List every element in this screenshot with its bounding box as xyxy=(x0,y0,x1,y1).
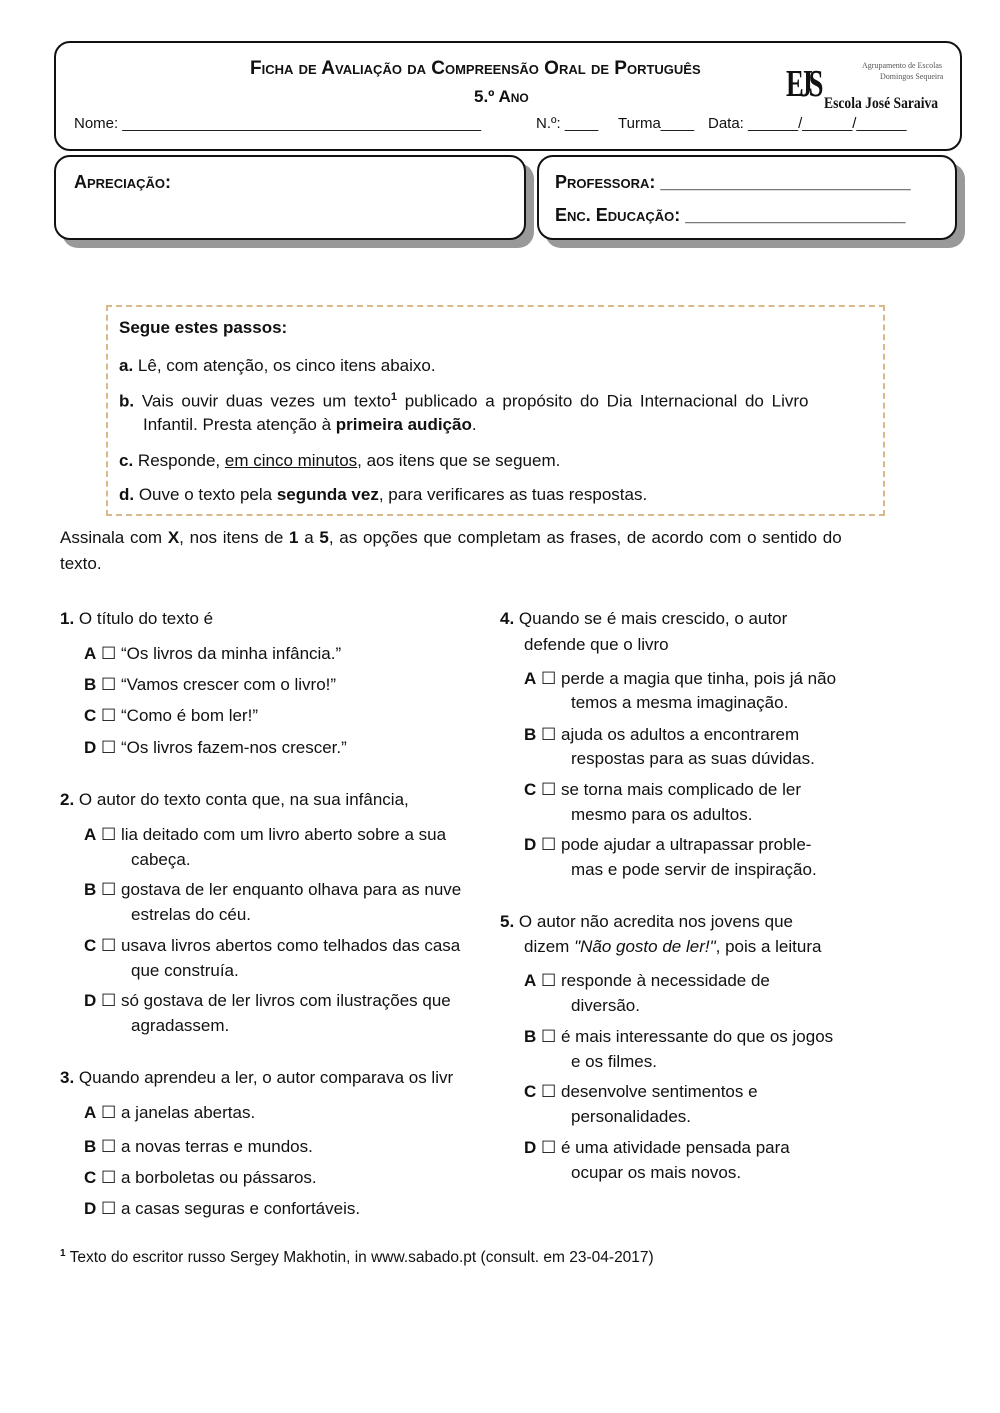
answer-option-continued xyxy=(571,693,990,713)
instruction-text: a xyxy=(298,528,320,547)
option-letter: C xyxy=(84,1168,97,1187)
option-text: ajuda os adultos a encontrarem xyxy=(561,725,800,744)
answer-option-continued xyxy=(571,1052,990,1072)
checkbox-icon[interactable]: ☐ xyxy=(541,971,557,990)
checkbox-icon[interactable]: ☐ xyxy=(101,936,117,955)
checkbox-icon[interactable]: ☐ xyxy=(101,644,117,663)
question-number: 5. xyxy=(500,912,515,931)
instruction-text: , as opções que completam as frases, de acordo com o sentido do xyxy=(328,528,842,547)
answer-option[interactable] xyxy=(524,725,990,745)
option-text: se torna mais complicado de ler xyxy=(561,780,802,799)
option-letter: A xyxy=(84,1103,97,1122)
instruction-num: 5 xyxy=(319,528,329,547)
option-letter: C xyxy=(84,936,97,955)
option-text: usava livros abertos como telhados das casa xyxy=(121,936,461,955)
footnote-mark: 1 xyxy=(60,1248,66,1259)
step-c xyxy=(119,451,560,471)
option-letter: C xyxy=(524,1082,537,1101)
option-text: lia deitado com um livro aberto sobre a sua xyxy=(121,825,447,844)
option-letter: B xyxy=(84,1137,97,1156)
option-text: só gostava de ler livros com ilustrações que xyxy=(121,991,451,1010)
checkbox-icon[interactable]: ☐ xyxy=(101,991,117,1010)
question-quote: "Não gosto de ler!" xyxy=(574,937,716,956)
answer-option-continued xyxy=(571,805,990,825)
question-text: defende que o livro xyxy=(524,635,669,654)
grade-label: 5.º Ano xyxy=(474,87,529,106)
answer-option[interactable] xyxy=(524,835,990,855)
question-text: Quando aprendeu a ler, o autor comparava os livr xyxy=(78,1068,454,1087)
answer-option[interactable] xyxy=(84,1137,488,1157)
answer-option[interactable] xyxy=(524,1082,990,1102)
instruction-x: X xyxy=(167,528,180,547)
answer-option[interactable] xyxy=(524,1027,990,1047)
option-text: é uma atividade pensada para xyxy=(561,1138,790,1157)
step-d xyxy=(119,485,647,505)
teacher-signature[interactable]: Professora: _________________________ xyxy=(555,172,911,192)
option-letter: A xyxy=(524,669,537,688)
step-underline: em cinco minutos xyxy=(224,451,358,470)
checkbox-icon[interactable]: ☐ xyxy=(101,880,117,899)
answer-option[interactable] xyxy=(84,1199,488,1219)
option-text: a novas terras e mundos. xyxy=(121,1137,313,1156)
checkbox-icon[interactable]: ☐ xyxy=(541,725,557,744)
step-text: Lê, com atenção, os cinco itens abaixo. xyxy=(133,356,436,375)
option-text: desenvolve sentimentos e xyxy=(561,1082,758,1101)
question-text: O autor não acredita nos jovens que xyxy=(518,912,793,931)
question-text: dizem xyxy=(524,937,575,956)
answer-option[interactable] xyxy=(84,644,488,664)
answer-option[interactable] xyxy=(84,675,488,695)
step-text: , para verificares as tuas respostas. xyxy=(378,485,648,504)
question-number: 3. xyxy=(60,1068,75,1087)
option-letter: A xyxy=(84,644,97,663)
option-letter: B xyxy=(84,675,97,694)
guardian-signature[interactable]: Enc. Educação: ______________________ xyxy=(555,205,906,225)
option-text: perde a magia que tinha, pois já não xyxy=(561,669,837,688)
answer-option[interactable] xyxy=(84,1168,488,1188)
school-group-2: Domingos Sequeira xyxy=(880,72,944,81)
checkbox-icon[interactable]: ☐ xyxy=(101,825,117,844)
instruction xyxy=(60,528,842,548)
option-text: e os filmes. xyxy=(571,1052,657,1071)
option-letter: D xyxy=(84,1199,97,1218)
step-text: . xyxy=(471,415,477,434)
question-number: 1. xyxy=(60,609,75,628)
option-text: a janelas abertas. xyxy=(121,1103,256,1122)
checkbox-icon[interactable]: ☐ xyxy=(541,835,557,854)
option-text: “Os livros da minha infância.” xyxy=(121,644,342,663)
option-text: agradassem. xyxy=(131,1016,230,1035)
answer-option[interactable] xyxy=(84,1103,488,1123)
question-text: O autor do texto conta que, na sua infância, xyxy=(78,790,409,809)
school-logo: EJS xyxy=(786,63,820,105)
question-number: 2. xyxy=(60,790,75,809)
checkbox-icon[interactable]: ☐ xyxy=(541,669,557,688)
name-field[interactable]: Nome: ___________________________________________ xyxy=(74,115,482,132)
question-stem xyxy=(60,609,488,629)
checkbox-icon[interactable]: ☐ xyxy=(101,738,117,757)
question-stem xyxy=(524,937,1000,957)
option-text: ocupar os mais novos. xyxy=(571,1163,742,1182)
answer-option[interactable] xyxy=(84,825,488,845)
answer-option-continued xyxy=(571,749,990,769)
step-text: Vais ouvir duas vezes um texto xyxy=(134,391,391,411)
footnote-text: Texto do escritor russo Sergey Makhotin, in www.sabado.pt (consult. em 23-04-2017) xyxy=(65,1249,654,1267)
date-field[interactable]: Data: ______/______/______ xyxy=(708,115,907,132)
checkbox-icon[interactable]: ☐ xyxy=(101,1137,117,1156)
option-letter: B xyxy=(84,880,97,899)
step-text: , aos itens que se seguem. xyxy=(357,451,561,470)
option-letter: D xyxy=(524,835,537,854)
step-letter: c. xyxy=(119,451,134,470)
option-text: cabeça. xyxy=(131,850,191,869)
answer-option-continued xyxy=(131,850,488,870)
answer-option[interactable] xyxy=(84,706,488,726)
option-text: personalidades. xyxy=(571,1107,692,1126)
instruction-line2: texto. xyxy=(60,554,102,573)
option-letter: C xyxy=(524,780,537,799)
option-text: a casas seguras e confortáveis. xyxy=(121,1199,361,1218)
step-letter: b. xyxy=(119,391,135,411)
worksheet-title: Ficha de Avaliação da Compreensão Oral de Português xyxy=(250,58,701,79)
option-text: respostas para as suas dúvidas. xyxy=(571,749,815,768)
question-text: O título do texto é xyxy=(78,609,214,628)
checkbox-icon[interactable]: ☐ xyxy=(101,675,117,694)
checkbox-icon[interactable]: ☐ xyxy=(541,780,557,799)
steps-title: Segue estes passos: xyxy=(119,318,288,337)
appraisal-box xyxy=(54,155,526,240)
school-group: Agrupamento de Escolas xyxy=(862,61,942,70)
appraisal-label: Apreciação: xyxy=(74,172,171,192)
question-stem xyxy=(500,609,990,629)
question-stem xyxy=(60,1068,488,1088)
option-letter: A xyxy=(84,825,97,844)
option-text: responde à necessidade de xyxy=(561,971,770,990)
step-letter: a. xyxy=(119,356,134,375)
option-letter: D xyxy=(84,991,97,1010)
signatures-box xyxy=(537,155,957,240)
answer-option-continued xyxy=(131,905,488,925)
checkbox-icon[interactable]: ☐ xyxy=(541,1027,557,1046)
step-text: Responde, xyxy=(133,451,225,470)
option-letter: C xyxy=(84,706,97,725)
answer-option-continued xyxy=(131,1016,488,1036)
question-stem xyxy=(60,790,488,810)
answer-option[interactable] xyxy=(84,991,488,1011)
option-text: mas e pode servir de inspiração. xyxy=(571,860,817,879)
instruction-text: Assinala com xyxy=(60,528,168,547)
option-letter: D xyxy=(84,738,97,757)
option-text: mesmo para os adultos. xyxy=(571,805,753,824)
answer-option[interactable] xyxy=(524,971,990,991)
answer-option[interactable] xyxy=(84,738,488,758)
answer-option[interactable] xyxy=(524,669,990,689)
answer-option-continued xyxy=(571,1163,990,1183)
number-field[interactable]: N.º: ____ xyxy=(536,115,599,132)
answer-option-continued xyxy=(571,1107,990,1127)
option-text: é mais interessante do que os jogos xyxy=(561,1027,834,1046)
checkbox-icon[interactable]: ☐ xyxy=(541,1138,557,1157)
answer-option-continued xyxy=(571,860,990,880)
step-text: Infantil. Presta atenção à xyxy=(143,415,336,434)
question-text: Quando se é mais crescido, o autor xyxy=(518,609,788,628)
step-a xyxy=(119,356,436,376)
checkbox-icon[interactable]: ☐ xyxy=(101,1199,117,1218)
option-text: “Vamos crescer com o livro!” xyxy=(121,675,337,694)
checkbox-icon[interactable]: ☐ xyxy=(101,706,117,725)
option-text: temos a mesma imaginação. xyxy=(571,693,789,712)
option-letter: D xyxy=(524,1138,537,1157)
option-text: gostava de ler enquanto olhava para as nuve xyxy=(121,880,462,899)
step-text: publicado a propósito do Dia Internacional do Livro xyxy=(396,391,809,411)
step-letter: d. xyxy=(119,485,135,504)
option-letter: B xyxy=(524,1027,537,1046)
option-text: estrelas do céu. xyxy=(131,905,252,924)
instruction-text: , nos itens de xyxy=(179,528,290,547)
option-letter: A xyxy=(524,971,537,990)
answer-option-continued xyxy=(131,961,488,981)
option-text: “Os livros fazem-nos crescer.” xyxy=(121,738,347,757)
step-b xyxy=(119,391,808,412)
checkbox-icon[interactable]: ☐ xyxy=(541,1082,557,1101)
step-text: Ouve o texto pela xyxy=(134,485,277,504)
question-text: , pois a leitura xyxy=(715,937,822,956)
step-emphasis: primeira audição xyxy=(335,415,472,434)
answer-option-continued xyxy=(571,996,990,1016)
question-number: 4. xyxy=(500,609,515,628)
step-emphasis: segunda vez xyxy=(276,485,379,504)
option-text: diversão. xyxy=(571,996,640,1015)
school-name: Escola José Saraiva xyxy=(824,95,939,112)
question-stem xyxy=(500,912,990,932)
option-text: a borboletas ou pássaros. xyxy=(121,1168,317,1187)
option-text: “Como é bom ler!” xyxy=(121,706,258,725)
option-text: que construía. xyxy=(131,961,239,980)
answer-option[interactable] xyxy=(524,780,990,800)
footnote xyxy=(60,1248,654,1267)
answer-option[interactable] xyxy=(84,936,488,956)
question-stem xyxy=(524,635,1000,655)
checkbox-icon[interactable]: ☐ xyxy=(101,1168,117,1187)
option-letter: B xyxy=(524,725,537,744)
checkbox-icon[interactable]: ☐ xyxy=(101,1103,117,1122)
step-b-line2 xyxy=(143,415,477,435)
answer-option[interactable] xyxy=(524,1138,990,1158)
class-field[interactable]: Turma____ xyxy=(618,115,695,132)
answer-option[interactable] xyxy=(84,880,488,900)
footnote-ref: 1 xyxy=(390,391,397,403)
option-text: pode ajudar a ultrapassar proble- xyxy=(561,835,812,854)
instruction-num: 1 xyxy=(289,528,299,547)
